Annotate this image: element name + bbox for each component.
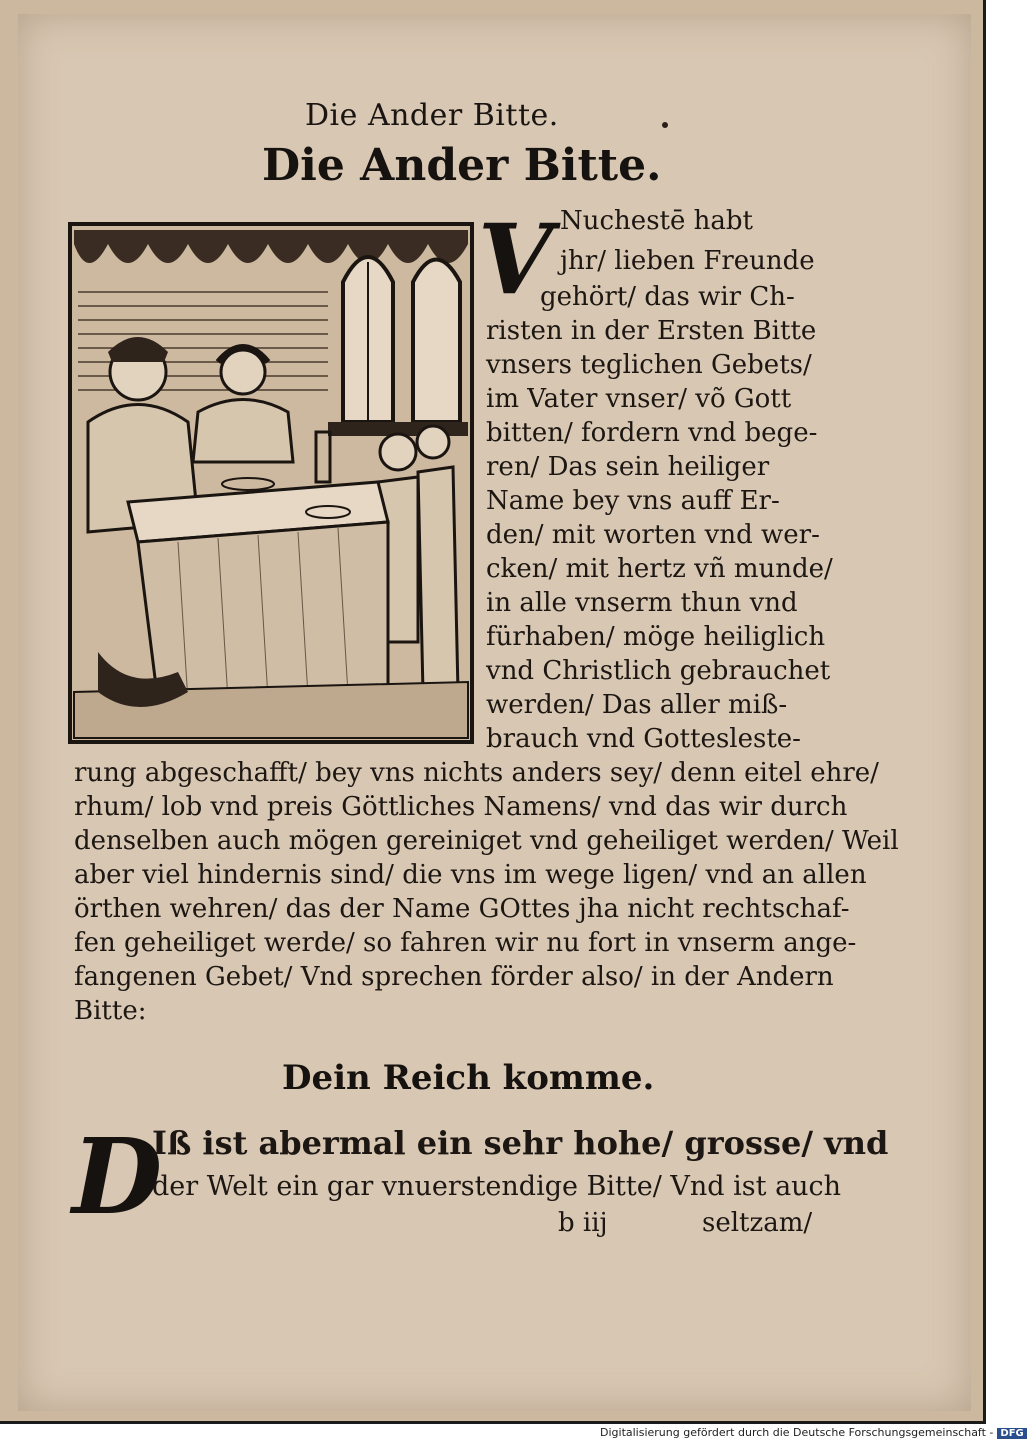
signature-mark: b iij [558,1208,608,1238]
text-line: denselben auch mögen gereiniget vnd geheiliget werden/ Weil [74,826,899,856]
text-line: Bitte: [74,996,147,1026]
text-line: den/ mit worten vnd wer- [486,520,820,550]
ink-stain [662,122,668,128]
text-line: gehört/ das wir Ch- [540,282,795,312]
woodcut-illustration [68,222,474,744]
text-line: werden/ Das aller miß- [486,690,788,720]
text-line: in alle vnserm thun vnd [486,588,798,618]
text-line: jhr/ lieben Freunde [560,246,815,276]
text-line: rung abgeschafft/ bey vns nichts anders sey/ denn eitel ehre/ [74,758,879,788]
text-line: aber viel hindernis sind/ die vns im wege ligen/ vnd an allen [74,860,867,890]
text-line: im Vater vnser/ võ Gott [486,384,792,414]
text-line: fen geheiliget werde/ so fahren wir nu fort in vnserm ange- [74,928,857,958]
text-line: örthen wehren/ das der Name GOttes jha nicht rechtschaf- [74,894,850,924]
text-line: ren/ Das sein heiliger [486,452,770,482]
text-line: cken/ mit hertz vñ munde/ [486,554,833,584]
text-line: Name bey vns auff Er- [486,486,780,516]
catchword: seltzam/ [702,1208,813,1238]
running-head: Die Ander Bitte. [305,98,559,133]
drop-cap-d: D [72,1115,163,1238]
drop-cap-v: V [478,203,553,316]
text-line: risten in der Ersten Bitte [486,316,817,346]
section-subtitle: Dein Reich komme. [282,1058,655,1098]
footer-credit [600,1426,1027,1439]
text-line: fangenen Gebet/ Vnd sprechen förder also/ in der Andern [74,962,834,992]
text-line: brauch vnd Gottesleste- [486,724,801,754]
text-line: Nuchestē habt [560,206,753,236]
text-line: bitten/ fordern vnd bege- [486,418,818,448]
text-line: rhum/ lob vnd preis Göttliches Namens/ vnd das wir durch [74,792,848,822]
text-line: vnsers teglichen Gebets/ [486,350,812,380]
text-line: vnd Christlich gebrauchet [486,656,831,686]
text-line: Iß ist abermal ein sehr hohe/ grosse/ vnd [152,1124,889,1162]
text-line: fürhaben/ möge heiliglich [486,622,826,652]
footer-text: Digitalisierung gefördert durch die Deutsche Forschungsgemeinschaft - [600,1426,994,1439]
text-line: der Welt ein gar vnuerstendige Bitte/ Vnd ist auch [152,1171,842,1202]
dfg-logo: DFG [997,1428,1026,1439]
chapter-title: Die Ander Bitte. [262,140,662,191]
